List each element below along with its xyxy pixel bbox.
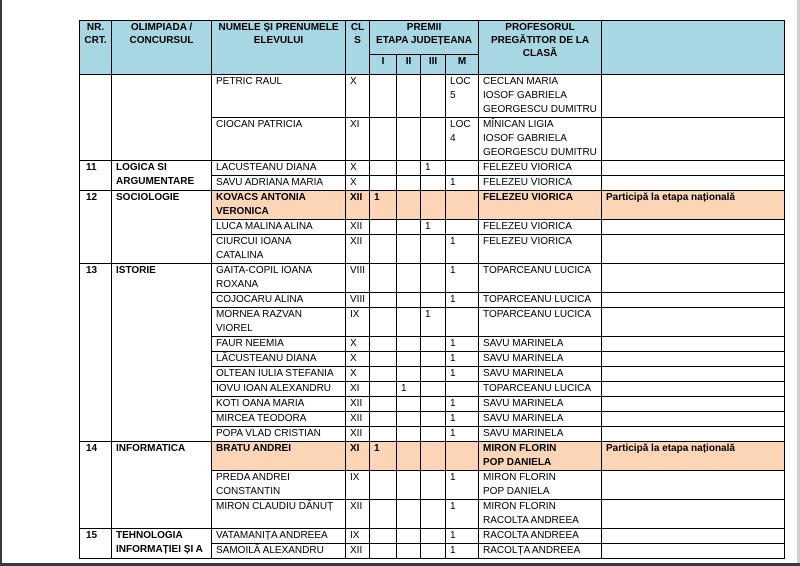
cell-nume: LUCA MALINA ALINA (212, 220, 346, 235)
cell-clasa: XI (346, 382, 370, 397)
cell-clasa: XII (346, 427, 370, 442)
cell-mentiune (446, 161, 479, 176)
cell-observatii (602, 412, 785, 427)
cell-clasa: VIII (346, 264, 370, 293)
cell-profesor: MIRON FLORIN POP DANIELA (479, 471, 602, 500)
cell-premiu-2 (397, 75, 421, 118)
cell-profesor: FELEZEU VIORICA (479, 176, 602, 191)
cell-observatii (602, 367, 785, 382)
cell-premiu-2 (397, 191, 421, 220)
cell-observatii (602, 264, 785, 293)
cell-observatii (602, 471, 785, 500)
header-premii (370, 21, 479, 55)
cell-premiu-3 (421, 235, 446, 264)
cell-premiu-1 (370, 367, 397, 382)
cell-profesor: RACOLȚA ANDREEA (479, 544, 602, 559)
cell-mentiune (446, 220, 479, 235)
cell-premiu-1 (370, 544, 397, 559)
cell-profesor: FELEZEU VIORICA (479, 235, 602, 264)
cell-clasa: XI (346, 442, 370, 471)
cell-premiu-1 (370, 397, 397, 412)
cell-observatii (602, 176, 785, 191)
cell-observatii (602, 293, 785, 308)
page-edge-left (0, 0, 2, 566)
cell-premiu-3 (421, 75, 446, 118)
cell-premiu-3 (421, 337, 446, 352)
cell-nr: 11 (80, 161, 112, 191)
table-row (80, 161, 785, 176)
cell-clasa: X (346, 161, 370, 176)
cell-premiu-2 (397, 293, 421, 308)
cell-premiu-2 (397, 220, 421, 235)
cell-mentiune: 1 (446, 352, 479, 367)
header-nume: NUMELE ȘI PRENUMELE ELEVULUI (212, 21, 346, 75)
header-premiu-3: III (421, 55, 446, 75)
cell-premiu-1 (370, 308, 397, 337)
header-premii-label: PREMII (406, 22, 442, 33)
cell-clasa: XII (346, 220, 370, 235)
cell-clasa: X (346, 367, 370, 382)
cell-nume: GAITA-COPIL IOANA ROXANA (212, 264, 346, 293)
cell-premiu-1 (370, 427, 397, 442)
cell-premiu-2 (397, 529, 421, 544)
cell-olimpiada: SOCIOLOGIE (112, 191, 212, 264)
cell-observatii (602, 235, 785, 264)
cell-premiu-1: 1 (370, 191, 397, 220)
header-premiu-2: II (397, 55, 421, 75)
header-nr: NR. CRT. (80, 21, 112, 75)
cell-observatii (602, 75, 785, 118)
cell-nume: POPA VLAD CRISTIAN (212, 427, 346, 442)
cell-observatii: Participă la etapa națională (602, 442, 785, 471)
cell-premiu-2 (397, 412, 421, 427)
cell-premiu-2 (397, 367, 421, 382)
cell-premiu-2 (397, 500, 421, 529)
cell-premiu-1 (370, 264, 397, 293)
cell-premiu-3 (421, 293, 446, 308)
cell-premiu-3 (421, 176, 446, 191)
cell-premiu-3 (421, 500, 446, 529)
cell-profesor: TOPARCEANU LUCICA (479, 293, 602, 308)
cell-premiu-2 (397, 471, 421, 500)
cell-mentiune: 1 (446, 337, 479, 352)
cell-clasa: XII (346, 544, 370, 559)
cell-clasa: IX (346, 529, 370, 544)
header-etapa-label: ETAPA JUDEȚEANA (376, 35, 472, 46)
cell-profesor: RACOLTA ANDREEA (479, 529, 602, 544)
cell-mentiune: 1 (446, 427, 479, 442)
cell-clasa: XI (346, 118, 370, 161)
cell-profesor: SAVU MARINELA (479, 397, 602, 412)
cell-observatii (602, 161, 785, 176)
cell-premiu-3 (421, 264, 446, 293)
cell-premiu-1 (370, 161, 397, 176)
cell-nume: CIURCUI IOANA CATALINA (212, 235, 346, 264)
cell-premiu-1: 1 (370, 442, 397, 471)
cell-nume: MORNEA RAZVAN VIOREL (212, 308, 346, 337)
cell-profesor: FELEZEU VIORICA (479, 220, 602, 235)
cell-clasa: X (346, 352, 370, 367)
cell-nr: 12 (80, 191, 112, 264)
cell-mentiune: 1 (446, 471, 479, 500)
cell-profesor: MIRON FLORIN RACOLTA ANDREEA (479, 500, 602, 529)
cell-clasa: X (346, 176, 370, 191)
cell-nume: OLTEAN IULIA STEFANIA (212, 367, 346, 382)
cell-nume: IOVU IOAN ALEXANDRU (212, 382, 346, 397)
cell-nume: KOVACS ANTONIA VERONICA (212, 191, 346, 220)
cell-premiu-3 (421, 352, 446, 367)
cell-nr: 15 (80, 529, 112, 559)
cell-mentiune: 1 (446, 544, 479, 559)
cell-mentiune: 1 (446, 529, 479, 544)
cell-premiu-3 (421, 427, 446, 442)
cell-premiu-3 (421, 412, 446, 427)
cell-mentiune: 1 (446, 264, 479, 293)
cell-profesor: TOPARCEANU LUCICA (479, 308, 602, 337)
cell-nume: MIRON CLAUDIU DĂNUȚ (212, 500, 346, 529)
cell-premiu-1 (370, 412, 397, 427)
cell-premiu-3 (421, 118, 446, 161)
cell-premiu-2 (397, 176, 421, 191)
cell-profesor: TOPARCEANU LUCICA (479, 382, 602, 397)
cell-premiu-3 (421, 382, 446, 397)
cell-mentiune: LOC 4 (446, 118, 479, 161)
cell-mentiune: 1 (446, 235, 479, 264)
cell-premiu-1 (370, 176, 397, 191)
cell-premiu-3 (421, 191, 446, 220)
cell-profesor: TOPARCEANU LUCICA (479, 264, 602, 293)
cell-nume: VATAMANIȚA ANDREEA (212, 529, 346, 544)
cell-nume: CIOCAN PATRICIA (212, 118, 346, 161)
cell-observatii (602, 529, 785, 544)
cell-premiu-3: 1 (421, 308, 446, 337)
results-body (80, 75, 785, 559)
cell-clasa: X (346, 337, 370, 352)
cell-premiu-2 (397, 427, 421, 442)
cell-olimpiada: TEHNOLOGIA INFORMAȚIEI ȘI A (112, 529, 212, 559)
cell-premiu-1 (370, 382, 397, 397)
cell-mentiune (446, 442, 479, 471)
results-table (79, 20, 785, 559)
cell-observatii (602, 500, 785, 529)
cell-observatii (602, 397, 785, 412)
cell-premiu-3 (421, 544, 446, 559)
cell-mentiune: 1 (446, 176, 479, 191)
cell-mentiune: 1 (446, 367, 479, 382)
cell-observatii (602, 337, 785, 352)
cell-premiu-1 (370, 471, 397, 500)
table-row (80, 75, 785, 118)
cell-premiu-3: 1 (421, 161, 446, 176)
cell-mentiune: 1 (446, 397, 479, 412)
cell-clasa: IX (346, 471, 370, 500)
cell-olimpiada (112, 75, 212, 161)
cell-nume: PETRIC RAUL (212, 75, 346, 118)
cell-profesor: SAVU MARINELA (479, 427, 602, 442)
cell-premiu-3 (421, 397, 446, 412)
header-observatii (602, 21, 785, 75)
cell-clasa: XII (346, 191, 370, 220)
cell-nume: COJOCARU ALINA (212, 293, 346, 308)
cell-olimpiada: LOGICA SI ARGUMENTARE (112, 161, 212, 191)
table-row (80, 191, 785, 220)
cell-premiu-1 (370, 235, 397, 264)
cell-nume: SAMOILĂ ALEXANDRU (212, 544, 346, 559)
cell-nr (80, 75, 112, 161)
cell-clasa: XII (346, 397, 370, 412)
cell-nume: PREDA ANDREI CONSTANTIN (212, 471, 346, 500)
cell-premiu-2 (397, 264, 421, 293)
cell-observatii (602, 308, 785, 337)
cell-nr: 14 (80, 442, 112, 529)
cell-clasa: X (346, 75, 370, 118)
cell-premiu-1 (370, 118, 397, 161)
cell-premiu-2 (397, 397, 421, 412)
cell-nr: 13 (80, 264, 112, 442)
cell-mentiune: 1 (446, 293, 479, 308)
cell-profesor: SAVU MARINELA (479, 412, 602, 427)
cell-olimpiada: ISTORIE (112, 264, 212, 442)
cell-profesor: FELEZEU VIORICA (479, 191, 602, 220)
cell-observatii (602, 118, 785, 161)
cell-premiu-3 (421, 442, 446, 471)
cell-nume: LĂCUSTEANU DIANA (212, 352, 346, 367)
cell-premiu-1 (370, 352, 397, 367)
cell-mentiune: 1 (446, 500, 479, 529)
cell-observatii: Participă la etapa națională (602, 191, 785, 220)
cell-premiu-1 (370, 337, 397, 352)
cell-premiu-2: 1 (397, 382, 421, 397)
cell-nume: SAVU ADRIANA MARIA (212, 176, 346, 191)
cell-nume: KOTI OANA MARIA (212, 397, 346, 412)
cell-profesor: MIRON FLORIN POP DANIELA (479, 442, 602, 471)
cell-premiu-1 (370, 529, 397, 544)
cell-premiu-3: 1 (421, 220, 446, 235)
cell-observatii (602, 427, 785, 442)
cell-premiu-2 (397, 118, 421, 161)
cell-premiu-1 (370, 500, 397, 529)
cell-premiu-2 (397, 352, 421, 367)
cell-premiu-2 (397, 442, 421, 471)
header-premiu-1: I (370, 55, 397, 75)
cell-profesor: FELEZEU VIORICA (479, 161, 602, 176)
cell-premiu-3 (421, 367, 446, 382)
cell-profesor: MÎNICAN LIGIA IOSOF GABRIELA GEORGESCU DUMITRU (479, 118, 602, 161)
cell-premiu-1 (370, 293, 397, 308)
cell-observatii (602, 352, 785, 367)
cell-premiu-2 (397, 337, 421, 352)
cell-profesor: SAVU MARINELA (479, 367, 602, 382)
cell-olimpiada: INFORMATICA (112, 442, 212, 529)
cell-nume: MIRCEA TEODORA (212, 412, 346, 427)
cell-nume: LACUSTEANU DIANA (212, 161, 346, 176)
table-row (80, 442, 785, 471)
header-cls: CL S (346, 21, 370, 75)
cell-nume: FAUR NEEMIA (212, 337, 346, 352)
cell-mentiune (446, 191, 479, 220)
cell-mentiune: 1 (446, 412, 479, 427)
header-mentiune: M (446, 55, 479, 75)
cell-observatii (602, 382, 785, 397)
cell-clasa: XII (346, 412, 370, 427)
table-row (80, 264, 785, 293)
cell-premiu-1 (370, 75, 397, 118)
header-profesor: PROFESORUL PREGĂTITOR DE LA CLASĂ (479, 21, 602, 75)
cell-premiu-2 (397, 161, 421, 176)
cell-mentiune: LOC 5 (446, 75, 479, 118)
cell-clasa: VIII (346, 293, 370, 308)
cell-observatii (602, 220, 785, 235)
cell-nume: BRATU ANDREI (212, 442, 346, 471)
cell-clasa: XII (346, 235, 370, 264)
cell-premiu-2 (397, 544, 421, 559)
cell-premiu-1 (370, 220, 397, 235)
cell-observatii (602, 544, 785, 559)
cell-premiu-3 (421, 529, 446, 544)
cell-clasa: XII (346, 500, 370, 529)
cell-mentiune (446, 308, 479, 337)
cell-premiu-2 (397, 308, 421, 337)
cell-profesor: CECLAN MARIA IOSOF GABRIELA GEORGESCU DUMITRU (479, 75, 602, 118)
cell-premiu-3 (421, 471, 446, 500)
table-row (80, 529, 785, 544)
cell-profesor: SAVU MARINELA (479, 337, 602, 352)
header-olimpiada: OLIMPIADA / CONCURSUL (112, 21, 212, 75)
cell-profesor: SAVU MARINELA (479, 352, 602, 367)
cell-premiu-2 (397, 235, 421, 264)
cell-clasa: IX (346, 308, 370, 337)
cell-mentiune (446, 382, 479, 397)
